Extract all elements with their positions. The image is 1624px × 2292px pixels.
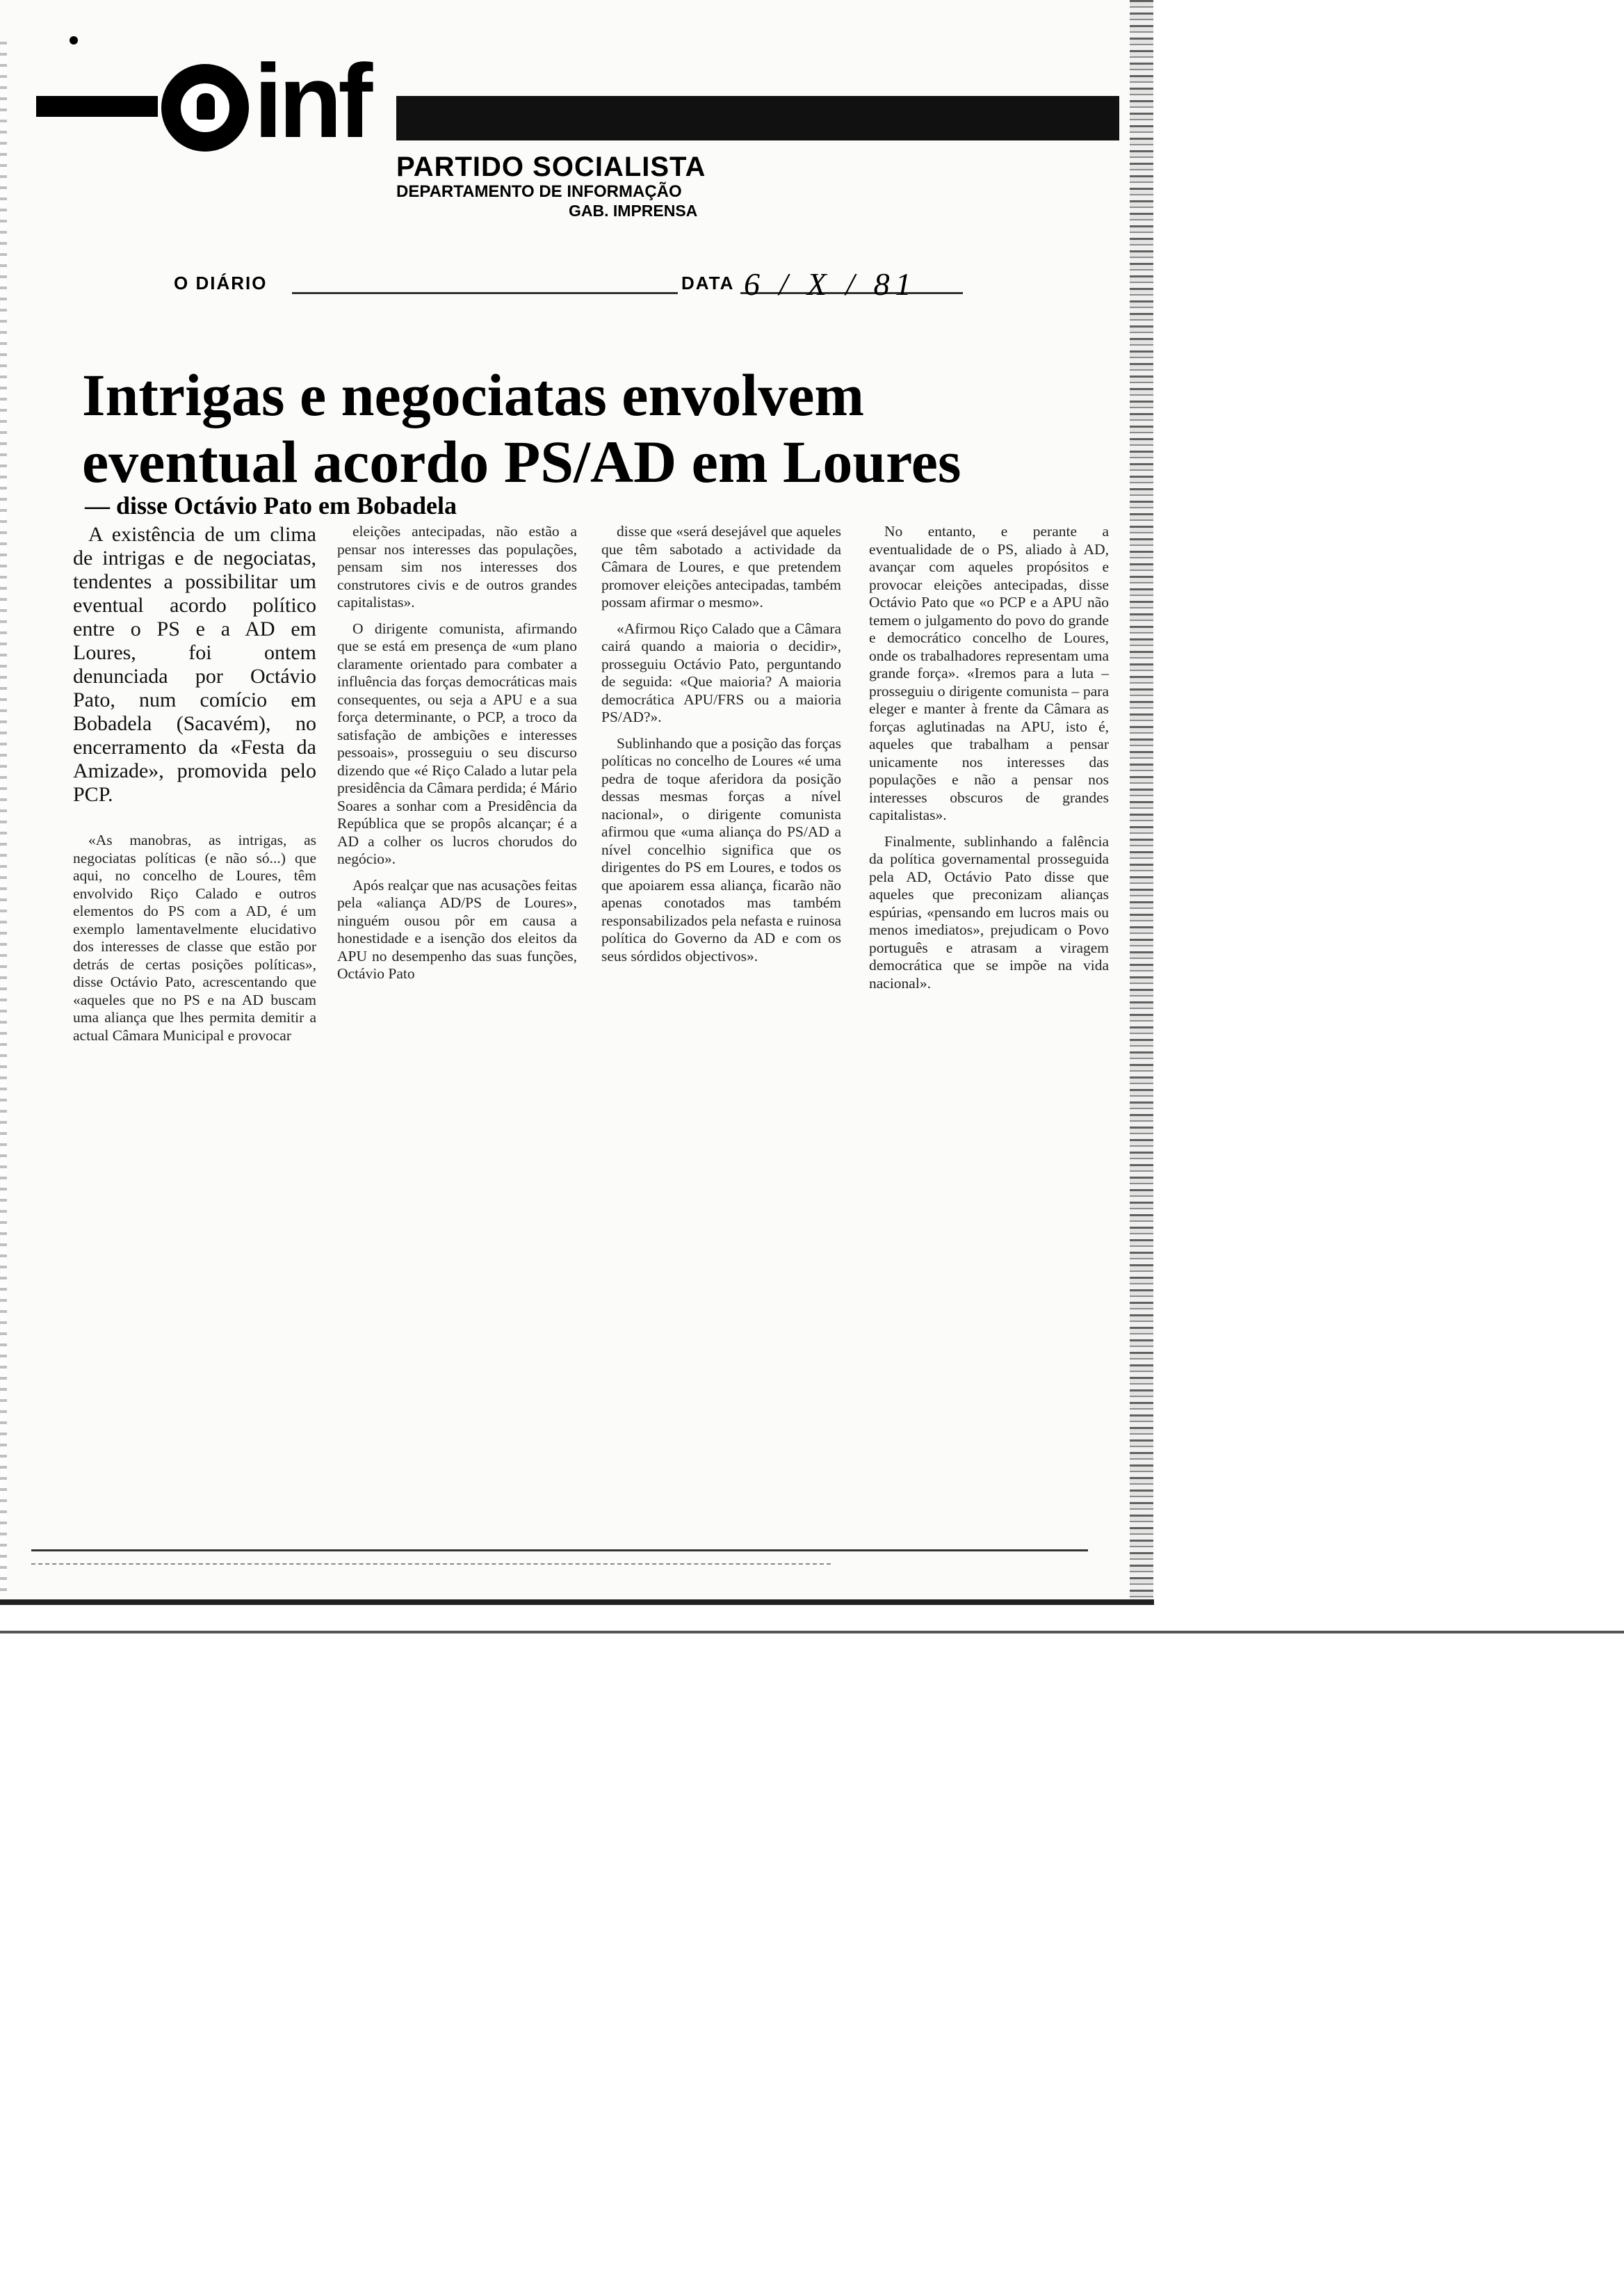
column-2-paragraph-3: Após realçar que nas acusações feitas pela «aliança AD/PS de Loures», ninguém ousou pôr em causa a honestidade e a isenção dos eleitos da APU no desempenho das suas funções, Octávio Pato xyxy=(337,876,577,982)
column-4-paragraph-2: Finalmente, sublinhando a falência da política governamental prosseguida pela AD, Octávio Pato disse que aqueles que preconizam alianças espúrias, «pensando em lucros mais ou menos imediatos», prejudicam o Povo português e atrasam a viragem democrática que se impõe na vida nacional». xyxy=(869,832,1109,992)
article-headline xyxy=(82,362,961,495)
header-bar-left xyxy=(36,96,158,117)
department-name: DEPARTAMENTO DE INFORMAÇÃO xyxy=(396,182,682,201)
column-3-paragraph-1: disse que «será desejável que aqueles que têm sabotado a actividade da Câmara de Loures, e que pretendem promover eleições antecipadas, também possam afirmar o mesmo». xyxy=(601,523,841,611)
scan-edge-right xyxy=(1130,0,1153,1599)
article-byline: — disse Octávio Pato em Bobadela xyxy=(85,492,457,519)
article-column-3 xyxy=(601,523,841,974)
page-fold-line xyxy=(0,1631,1624,1633)
article-column-1 xyxy=(73,523,316,1053)
article-column-2 xyxy=(337,523,577,992)
fist-icon xyxy=(179,81,232,134)
column-4-paragraph-1: No entanto, e perante a eventualidade de o PS, aliado à AD, avançar com aqueles propósitos e provocar eleições antecipadas, disse Octávio Pato que «o PCP e a APU não temem o julgamento do povo do grande e democrático concelho de Loures, onde os trabalhadores representam uma grande força». «Iremos para a luta – prosseguiu o dirigente comunista – para eleger e manter à frente da Câmara as forças aglutinadas na APU, isto é, aqueles que trabalham a pensar unicamente nos interesses das populações e não a pensar nos interesses obscuros de grandes capitalistas». xyxy=(869,523,1109,823)
organization-name: PARTIDO SOCIALISTA xyxy=(396,152,706,182)
logo-wordmark: inf xyxy=(254,42,369,159)
article-lead: A existência de um clima de intrigas e de negociatas, tendentes a possibilitar um eventual acordo político entre o PS e a AD em Loures, foi ontem denunciada por Octávio Pato, num comício em Bobadela (Sacavém), no encerramento da «Festa da Amizade», promovida pelo PCP. xyxy=(73,523,316,806)
date-label: DATA xyxy=(681,273,735,293)
column-3-paragraph-2: «Afirmou Riço Calado que a Câmara cairá quando a maioria o decidir», prosseguiu Octávio Pato, perguntando de seguida: «Que maioria? A maioria democrática APU/FRS ou a maioria PS/AD?». xyxy=(601,620,841,725)
header-bar-right xyxy=(396,96,1119,140)
newspaper-field-line xyxy=(292,292,678,294)
article-column-4 xyxy=(869,523,1109,1001)
party-emblem-icon xyxy=(161,64,249,152)
headline-line-2: eventual acordo PS/AD em Loures xyxy=(82,428,961,495)
footer-dashed-rule xyxy=(31,1563,831,1565)
scan-edge-left xyxy=(0,42,7,1592)
ink-dot xyxy=(70,36,78,45)
scan-edge-bottom xyxy=(0,1599,1154,1605)
column-3-paragraph-3: Sublinhando que a posição das forças políticas no concelho de Loures «é uma pedra de toque aferidora da posição dessas mesmas forças a nível nacional», o dirigente comunista afirmou que «uma aliança do PS/AD a nível concelhio significa que os dirigentes do PS em Loures, e todos os que apoiarem essa aliança, ficarão não apenas conotados mas também responsabilizados pela nefasta e ruinosa política do Governo da AD e com os seus sórdidos objectivos». xyxy=(601,734,842,965)
footer-rule xyxy=(31,1549,1088,1551)
newspaper-label: O DIÁRIO xyxy=(174,273,268,293)
office-name: GAB. IMPRENSA xyxy=(569,202,698,220)
date-value: 6 / X / 81 xyxy=(744,266,917,302)
column-2-paragraph-2: O dirigente comunista, afirmando que se está em presença de «um plano claramente orientado para combater a influência das forças democráticas mais consequentes, ou seja a APU e a sua força determinante, o PCP, a troco da satisfação de ambições e interesses pessoais», prosseguiu o seu discurso dizendo que «é Riço Calado a lutar pela presidência da Câmara perdida; é Mário Soares a sonhar com a Presidência da República que se propôs alcançar; é a AD a colher os lucros chorudos do negócio». xyxy=(337,620,577,867)
column-2-paragraph-1: eleições antecipadas, não estão a pensar nos interesses das populações, pensam sim nos interesses dos construtores civis e de outros grandes capitalistas». xyxy=(337,523,577,611)
headline-line-1: Intrigas e negociatas envolvem xyxy=(82,362,865,428)
column-1-paragraph-2: «As manobras, as intrigas, as negociatas políticas (e não só...) que aqui, no concelho de Loures, têm envolvido Riço Calado e outros elementos do PS com a AD, é um exemplo lamentavelmente elucidativo dos interesses de classe que estão por detrás de certas posições políticas», disse Octávio Pato, acrescentando que «aqueles que no PS e na AD buscam uma aliança que lhes permita demitir a actual Câmara Municipal e provocar xyxy=(73,832,316,1044)
